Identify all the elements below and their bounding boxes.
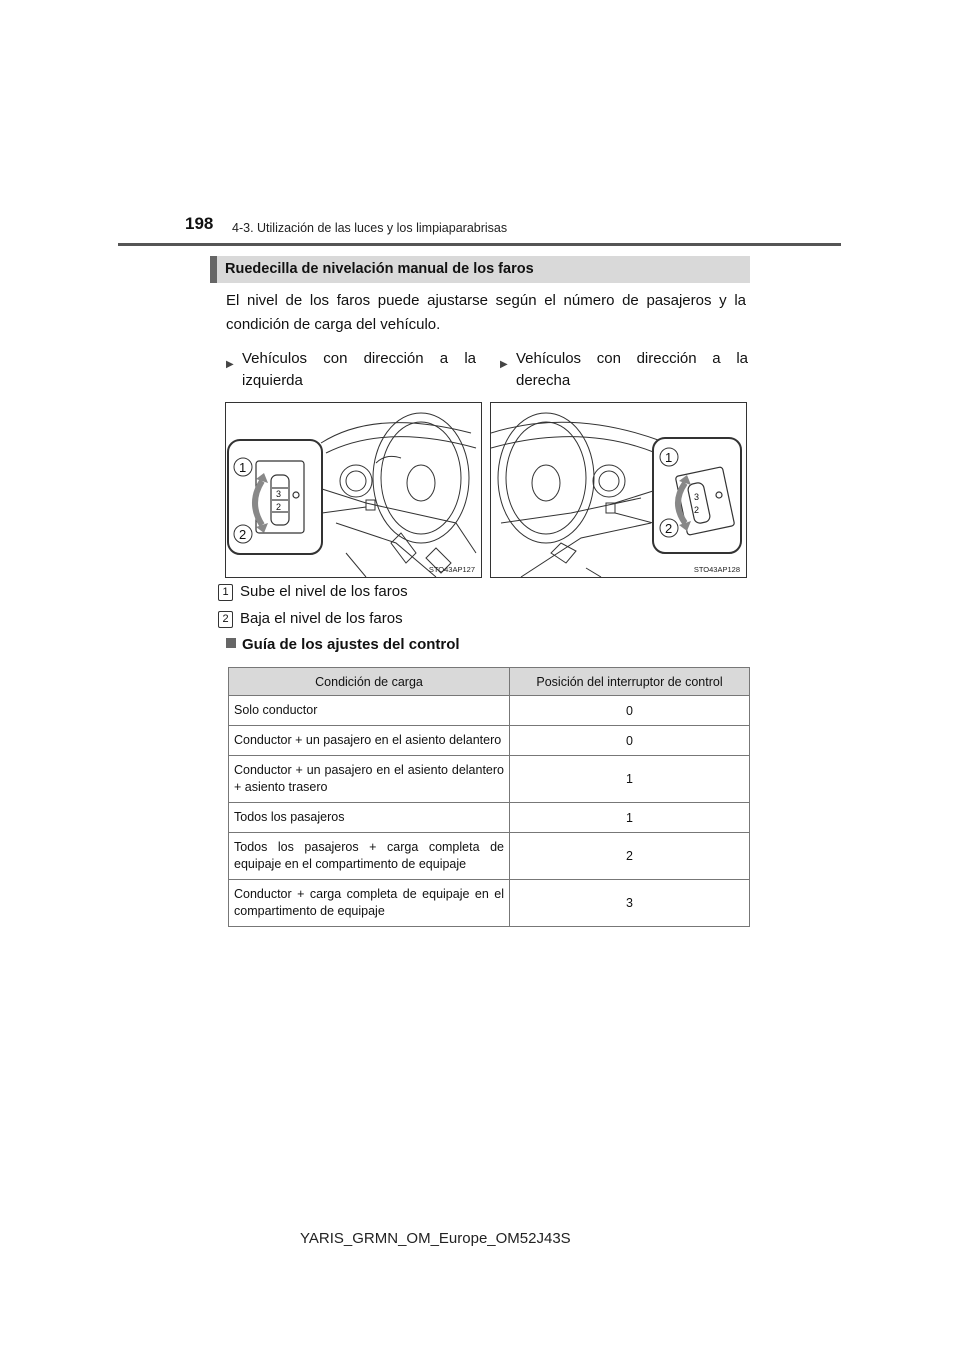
settings-table: [228, 667, 750, 927]
callout-item: [218, 583, 408, 601]
topic-heading-bar: [210, 256, 750, 283]
table-row: [229, 726, 750, 756]
column-header-position: Posición del interruptor de control: [510, 668, 750, 696]
intro-paragraph: El nivel de los faros puede ajustarse según el número de pasajeros y la condición de carga del vehículo.: [226, 292, 746, 333]
cell-condition: Conductor + carga completa de equipaje en el compartimento de equipaje: [229, 880, 510, 927]
cell-condition: Solo conductor: [229, 696, 510, 726]
table-row: [229, 803, 750, 833]
page-number: 198: [185, 214, 214, 233]
figure-callout-1: 1: [665, 450, 673, 465]
dial-label-3: 3: [276, 489, 282, 499]
header-divider: [118, 243, 841, 246]
table-row: [229, 696, 750, 726]
callout-text: Baja el nivel de los faros: [240, 610, 403, 627]
figure-callout-2: 2: [239, 527, 247, 542]
table-header-row: [229, 668, 750, 696]
table-row: [229, 756, 750, 803]
figure-code-right: STO43AP128: [693, 565, 740, 574]
dial-label-2: 2: [276, 502, 282, 512]
dial-label-3: 3: [694, 492, 700, 502]
column-header-condition: Condición de carga: [229, 668, 510, 696]
variant-left-label: Vehículos con dirección a la izquierda: [242, 350, 476, 389]
dashboard-illustration-left: [226, 403, 481, 577]
figure-right-hand-drive: [490, 402, 747, 578]
cell-position: 0: [510, 726, 750, 756]
cell-condition: Todos los pasajeros + carga completa de equipaje en el compartimento de equipaje: [229, 833, 510, 880]
triangle-bullet-icon: ▶: [500, 359, 508, 370]
square-bullet-icon: [226, 638, 236, 648]
triangle-bullet-icon: ▶: [226, 359, 234, 370]
cell-position: 0: [510, 696, 750, 726]
callout-text: Sube el nivel de los faros: [240, 583, 408, 600]
cell-condition: Conductor + un pasajero en el asiento delantero + asiento trasero: [229, 756, 510, 803]
cell-position: 1: [510, 756, 750, 803]
figure-left-hand-drive: [225, 402, 482, 578]
cell-condition: Todos los pasajeros: [229, 803, 510, 833]
document-footer: YARIS_GRMN_OM_Europe_OM52J43S: [300, 1230, 571, 1247]
topic-heading: Ruedecilla de nivelación manual de los faros: [225, 261, 534, 277]
subheading-text: Guía de los ajustes del control: [242, 636, 460, 653]
section-title: 4-3. Utilización de las luces y los limpiaparabrisas: [232, 221, 508, 235]
figure-code-left: STO43AP127: [428, 565, 475, 574]
cell-condition: Conductor + un pasajero en el asiento delantero: [229, 726, 510, 756]
figure-callout-2: 2: [665, 521, 673, 536]
figure-callout-1: 1: [239, 460, 247, 475]
dial-label-2: 2: [694, 505, 700, 515]
callout-number: 1: [218, 584, 233, 601]
callout-number: 2: [218, 611, 233, 628]
cell-position: 1: [510, 803, 750, 833]
cell-position: 3: [510, 880, 750, 927]
variant-right-label: Vehículos con dirección a la derecha: [516, 350, 748, 389]
variant-left-hand-drive: [226, 348, 476, 392]
cell-position: 2: [510, 833, 750, 880]
table-row: [229, 833, 750, 880]
table-row: [229, 880, 750, 927]
dashboard-illustration-right: [491, 403, 746, 577]
variant-right-hand-drive: [500, 348, 748, 392]
subheading: [226, 636, 460, 653]
heading-accent: [210, 256, 217, 283]
callout-item: [218, 610, 403, 628]
